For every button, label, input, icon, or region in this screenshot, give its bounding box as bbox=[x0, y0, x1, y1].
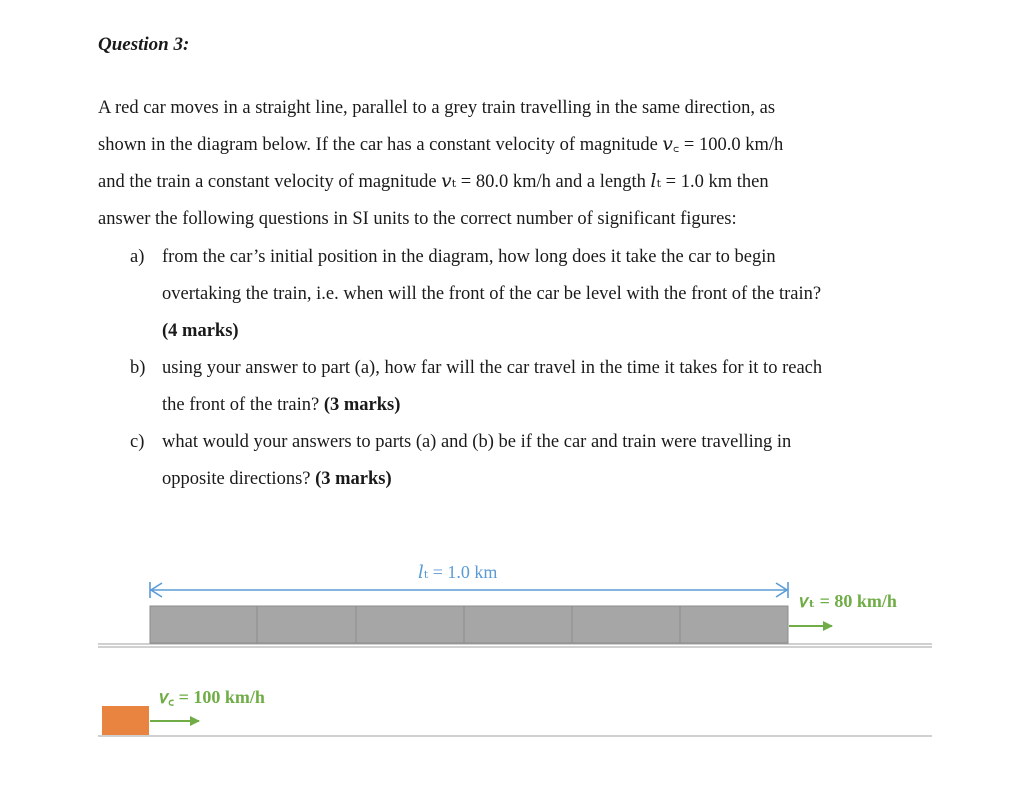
question-line: using your answer to part (a), how far will the car travel in the time it takes for it to reach bbox=[162, 358, 823, 378]
car-velocity-label: 𝑣꜀ = 100 km/h bbox=[160, 687, 265, 707]
question-line: the front of the train? bbox=[162, 395, 320, 415]
question-heading: Question 3: bbox=[98, 34, 190, 55]
intro-line: answer the following questions in SI units to the correct number of significant figures: bbox=[98, 209, 737, 229]
marks-badge: (3 marks) bbox=[315, 469, 392, 489]
question-line: opposite directions? bbox=[162, 469, 311, 489]
question-line: overtaking the train, i.e. when will the front of the car be level with the front of the train? bbox=[162, 284, 822, 304]
car bbox=[102, 706, 149, 735]
train-length-label: 𝑙ₜ = 1.0 km bbox=[418, 562, 498, 582]
question-label: b) bbox=[130, 358, 146, 378]
intro-line: shown in the diagram below. If the car has a constant velocity of magnitude 𝑣꜀ = 100.0 km/h bbox=[98, 135, 784, 155]
marks-badge: (3 marks) bbox=[323, 395, 401, 415]
marks-badge: (4 marks) bbox=[162, 321, 239, 341]
intro-line: and the train a constant velocity of magnitude 𝑣ₜ = 80.0 km/h and a length 𝑙ₜ = 1.0 km then bbox=[98, 172, 769, 192]
train-length-arrow bbox=[150, 582, 788, 598]
intro-line: A red car moves in a straight line, parallel to a grey train travelling in the same direction, as bbox=[98, 98, 776, 118]
question-line: what would your answers to parts (a) and (b) be if the car and train were travelling in bbox=[162, 432, 792, 452]
question-label: a) bbox=[130, 247, 145, 267]
question-line: from the car’s initial position in the diagram, how long does it take the car to begin bbox=[162, 247, 776, 267]
question-label: c) bbox=[130, 432, 145, 452]
train bbox=[150, 606, 788, 643]
train-velocity-label: 𝑣ₜ = 80 km/h bbox=[800, 591, 897, 611]
train-track bbox=[98, 644, 932, 647]
